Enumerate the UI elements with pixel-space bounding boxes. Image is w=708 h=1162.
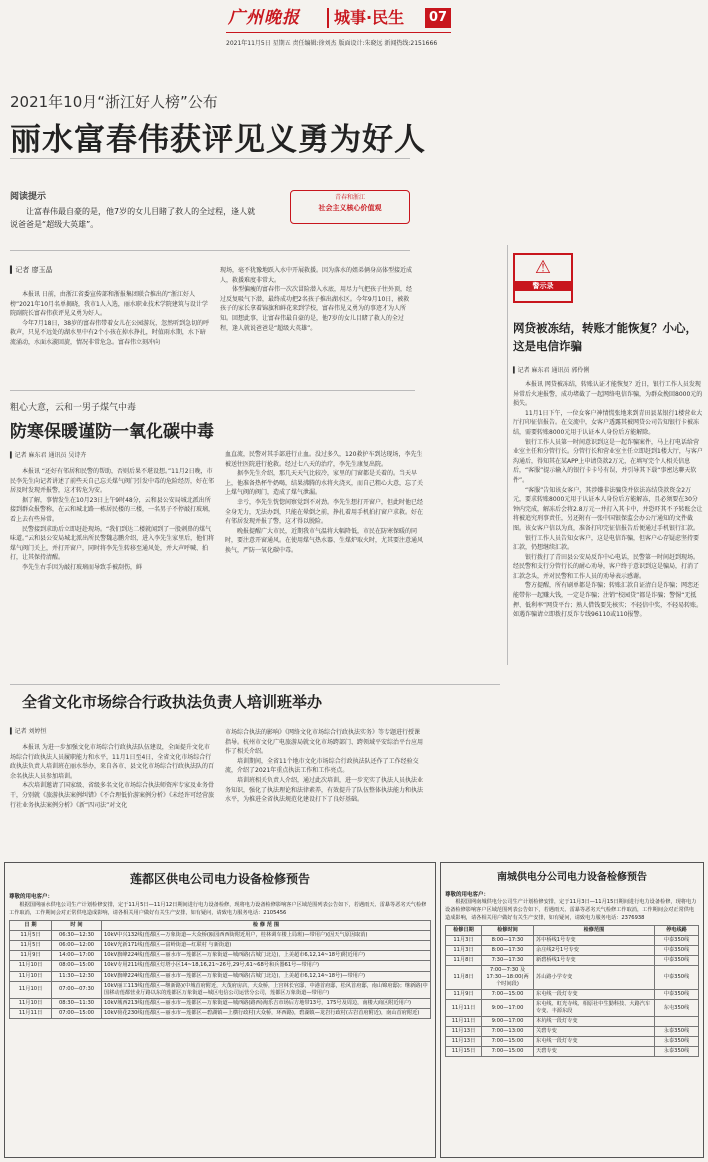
- notice-right: [440, 862, 704, 1158]
- table-cell: 9:00—17:00: [482, 1000, 534, 1017]
- table-cell: 06:00—12:00: [52, 941, 102, 951]
- lead-headline: 丽水富春伟获评见义勇为好人: [10, 122, 426, 158]
- warn-badge-text: 警示录: [515, 281, 571, 291]
- paragraph: 本报讯 日前，由浙江省委宣传部和浙报集团联合推出的“浙江好人榜”2021年10月名单揭晓，我市1人入选，丽水职业技术学院建筑与设计学院副院长富春伟获评见义勇为好人。: [10, 291, 208, 318]
- warn-badge: [513, 253, 573, 303]
- training-byline: ▍记者 刘婷恒: [10, 728, 47, 735]
- paragraph: 民警接到求助后立即赶赴现场。“我们到达二楼就闻到了一股刺鼻的煤气味道。”云和县公安局城北派出所民警魏志鹏介绍，进入李先生家里后，他们将煤气阀门关上，并打开窗户，同时将李先生转移至通风处，并大声呼喊、拍打，让其保持清醒。: [10, 525, 215, 562]
- co-byline-text: 记者 麻东君 通讯员 吴诗卉: [14, 452, 87, 459]
- table-cell: 08:00—15:00: [52, 961, 102, 971]
- page-number: 07: [425, 8, 451, 28]
- table-cell: 中泰350线: [655, 956, 699, 966]
- paragraph: 幸亏，李先生恍惚间察觉到不对劲。李先生想打开窗户，但此时他已经全身无力，无法办到，只能在晕倒之前，挣扎着用手机拍打窗户求救。好在有邻居发现并报了警，这才得以脱险。: [225, 498, 424, 526]
- table-cell: 中泰350线: [655, 946, 699, 956]
- table-cell: 11月8日: [446, 956, 482, 966]
- table-cell: 东屯线一段灯专变: [534, 990, 655, 1000]
- notice-left-intro: 根据国网丽水供电公司生产计划检修安排，定于11月5日—11月12日期间进行电力设备检修，现将电力设备检修影响客户区域范围列表公告如下，若遇雨天、雷暴等恶劣天气检修工作取消，工作期间会对正常供电造成影响，请各相关用户做好有关生产安排，如有疑问，请致电力服务电话：2105456: [9, 902, 427, 916]
- table-cell: 10kV旗峰224线(莲都区—丽水市—莲都区—万象街道—城西路(古城门北边)，上美超市6,12,14~18号)附近用户): [102, 951, 431, 961]
- co-col-2: [225, 450, 425, 556]
- table-cell: 07:00—15:00: [52, 1008, 102, 1018]
- table-row: [10, 1008, 431, 1018]
- table-row: [10, 941, 431, 951]
- table-header: 时 间: [52, 921, 102, 931]
- table-header: 检 修 范 围: [102, 921, 431, 931]
- table-row: [446, 1027, 699, 1037]
- table-cell: 14:00—17:00: [52, 951, 102, 961]
- table-row: [446, 1000, 699, 1017]
- table-cell: 9:00—17:00: [482, 1017, 534, 1027]
- paragraph: 警方提醒，所有刷单都是诈骗；转账汇款自证清白是诈骗；网恋还能带你一起赚大钱，一定是诈骗；注销“校园贷”都是诈骗；警惕“无抵押、低利率”网贷平台；熟人借钱要先核实；不轻信中奖，不轻易转账。如遇诈骗请立即拨打反诈专线96110或110报警。: [513, 582, 703, 619]
- table-cell: 11月5日: [10, 931, 52, 941]
- table-row: [446, 936, 699, 946]
- table-cell: 11月9日: [446, 990, 482, 1000]
- paragraph: 本报讯 “还好有邻居和民警的帮助，否则后果不堪设想。”11月2日晚，市民李先生向记者讲述了前些天自己忘关煤气阀门引发中毒的危险经历，好在邻居及时发现并报警，这才转危为安。: [10, 468, 215, 495]
- co-headline: 防寒保暖谨防一氧化碳中毒: [10, 422, 214, 442]
- table-cell: 10kV专用211线(莲都区灯塔小区14~18,16,21~26号,29号,61~68号和兵器61号—带用户): [102, 961, 431, 971]
- masthead: [0, 0, 708, 47]
- paragraph: 银行工作人员告知女客户，这是电信诈骗，但客户心存疑虑坚持要汇款，仍想继续汇款。: [513, 534, 700, 552]
- table-cell: 东屯350线: [655, 1000, 699, 1017]
- table-cell: 11月10日: [10, 981, 52, 998]
- table-row: [446, 956, 699, 966]
- notice-right-salute: 尊敬的用电客户：: [445, 891, 490, 898]
- notice-right-intro: 根据国网南城供电分公司生产计划检修安排，定于11月3日—11月15日期间进行电力设备检修，现将电力设备检修影响客户区域范围列表公告如下，若遇雨天、雷暴等恶劣天气检修工作取消，工作期间会对正常供电造成影响，请各相关用户做好有关生产安排，如有疑问，请致电力服务电话：2376938: [445, 899, 697, 921]
- table-row: [10, 961, 431, 971]
- table-cell: 本坑线一段灯专变: [534, 1017, 655, 1027]
- paragraph: 今年7月18日，38岁的富春伟带着女儿在公园游玩，忽然听到急切的呼救声，只见不远处的湖水里中有2个小孩在掉水挣扎，时值雨水期，水下暗流涌动，水面水漩回旋，情况非常危急。富春伟立刻冲向: [10, 319, 210, 346]
- table-cell: 11月15日: [446, 1047, 482, 1057]
- lead-byline: ▍记者 廖玉晶: [10, 266, 53, 274]
- paragraph: 银行工作人员第一时间意识到这是一起诈骗案件，马上打电话给营业室主任和分管行长。分管行长和营业室主任立即赶到1楼大厅，与客户沟通后，得知其在某APP上申请贷款2万元，在填写完个人相关信息后，“客服”提示输入的银行卡卡号有误，并引导其下载“事密达聊天软件”。: [513, 438, 703, 484]
- table-cell: 永泰350线: [655, 1027, 699, 1037]
- paragraph: 培训期间，全省11个地市文化市场综合行政执法队还作了工作经验交流，介绍了2021年重点执法工作和工作亮点。: [225, 757, 419, 775]
- table-cell: 7:00—15:00: [482, 1037, 534, 1047]
- lead-col-1: [10, 290, 210, 348]
- section-name: 城事·民生: [334, 8, 405, 27]
- table-cell: 新碧桥线1号专变: [534, 956, 655, 966]
- warning-icon: ⚠: [534, 257, 552, 278]
- paragraph: 晚报提醒广大市民，近期我市气温将大幅降低，市民在防寒保暖的同时，要注意开窗通风。在使用煤气热水器、生煤炉取火时，尤其要注意通风换气，严防一氧化碳中毒。: [225, 527, 424, 554]
- training-byline-text: 记者 刘婷恒: [14, 728, 47, 735]
- table-cell: 中泰350线: [655, 966, 699, 990]
- table-header: 检修时间: [482, 926, 534, 936]
- table-cell: 11月13日: [446, 1037, 482, 1047]
- table-cell: 11月11日: [446, 1017, 482, 1027]
- training-col-1: [10, 743, 215, 810]
- paragraph: 现场，毫不犹豫地跃入水中开展救援。因为落水的姐弟俩身高体型接近成人，救援难度非常大。: [220, 267, 413, 284]
- table-cell: 11月5日: [10, 941, 52, 951]
- table-cell: 10kV荷花230线(莲都区—丽水市—莲都区—碧湖镇—上横行政村(大众桥，环西路)，碧湖镇—龙岩行政村(古岩首府附近)，南山首府附近): [102, 1008, 431, 1018]
- table-row: [446, 946, 699, 956]
- paragraph: 本次培训邀请了国家级、省级多名文化市场综合执法师资库专家及业务骨干，分别就《旅游执法案例纠错》《不合理低价游案例分析》《未经许可经营旅行社业务执法案例分析》《新“四司法”对文化: [10, 782, 215, 809]
- table-row: [446, 966, 699, 990]
- table-cell: 11月9日: [10, 951, 52, 961]
- table-cell: 东屯线一段灯专变: [534, 1037, 655, 1047]
- table-cell: [655, 1017, 699, 1027]
- dateline: 2021年11月5日 星期五 责任编辑:徐刘杰 版面设计:朱晓远 新闻热线:2151666: [226, 40, 438, 47]
- table-cell: 永泰350线: [655, 1037, 699, 1047]
- table-header: 检修范围: [534, 926, 655, 936]
- table-row: [446, 1017, 699, 1027]
- table-cell: 关碧专变: [534, 1027, 655, 1037]
- co-kicker: 粗心大意，云和一男子煤气中毒: [10, 403, 137, 413]
- notice-left-title: 莲都区供电公司电力设备检修预告: [129, 872, 310, 886]
- logo-line-2: 社会主义核心价值观: [318, 203, 382, 212]
- warn-byline: ▍记者 麻东君 通讯员 郭伶俐: [513, 367, 590, 374]
- table-cell: 06:30—12:30: [52, 931, 102, 941]
- paragraph: “客服”告知该女客户，其涉嫌非法骗贷并依法冻结贷款资金2万元，要求转账8000元用于认证本人身份后方能解冻，且必须要在30分钟内完成，解冻后会将2.8万元一并打入其卡中，并恐吓其不予转账会让将被追究刑事责任，另还附有一张中国银保监会办公厅通知的文件截图。该女客户信以为真，准备打印完征信报告后便通过手机银行汇款。: [513, 486, 703, 532]
- co-byline: ▍记者 麻东君 通讯员 吴诗卉: [10, 452, 87, 459]
- table-cell: 08:30—11:30: [52, 998, 102, 1008]
- table-cell: 10kV中兴132线(莲都区—万象街道—大众桥(瓯园西西街附近用户，桂林调车楼上局班)—带用户)(因天气原因取消): [102, 931, 431, 941]
- logo-line-1: 青春和浙江: [334, 194, 365, 201]
- table-cell: 11:30—12:30: [52, 971, 102, 981]
- table-cell: 8:00—17:30: [482, 936, 534, 946]
- table-cell: 永泰350线: [655, 1047, 699, 1057]
- table-cell: 07:00—07:30: [52, 981, 102, 998]
- training-col-2: [225, 728, 425, 805]
- table-cell: 10kV光新171线(莲都区—富岭街道—红联村 与新街道): [102, 941, 431, 951]
- table-cell: 11月11日: [446, 1000, 482, 1017]
- table-cell: 10kV城西213线(莲都区—丽水市—莲都区—万象街道—城西路(路西)淘乐吉市场后方地带13号，175号及周边，南楼大商区附近用户): [102, 998, 431, 1008]
- paragraph: 本报讯 网贷被冻结，转账认证才能恢复？近日，银行工作人员发现异常后火速报警，成功堵截了一起网络电信诈骗，为群众挽回8000元的损失。: [513, 381, 703, 408]
- lead-kicker: 2021年10月“浙江好人榜”公布: [10, 93, 218, 111]
- warn-headline: 网贷被冻结，转账才能恢复？小心，这是电信诈骗: [513, 321, 697, 353]
- notice-right-title: 南城供电分公司电力设备检修预告: [497, 872, 647, 883]
- lead-byline-text: 记者 廖玉晶: [15, 266, 53, 274]
- paragraph: 11月1日下午，一位女客户神情慌张地来到青田县某银行1楼营业大厅打印征信报告。在交流中，女客户透露其被网贷公司告知银行卡被冻结，需要转账8000元用于认证本人身份后方能解除。: [513, 409, 703, 436]
- notice-left: [4, 862, 436, 1158]
- values-logo: [290, 190, 410, 224]
- table-cell: 余庄线2号1号专变: [534, 946, 655, 956]
- table-cell: 苏山路小学专变: [534, 966, 655, 990]
- table-cell: 11月10日: [10, 961, 52, 971]
- table-row: [446, 1037, 699, 1047]
- table-cell: 11月10日: [10, 998, 52, 1008]
- table-row: [10, 981, 431, 998]
- paragraph: 李先生右手因为敲打玻璃而导致手被刮伤，鲜: [22, 563, 143, 571]
- table-cell: 中泰350线: [655, 990, 699, 1000]
- table-row: [10, 998, 431, 1008]
- co-col-1: [10, 467, 215, 573]
- table-row: [446, 1047, 699, 1057]
- table-row: [10, 971, 431, 981]
- notice-left-salute: 尊敬的用电客户：: [9, 894, 54, 901]
- table-cell: 11月10日: [10, 971, 52, 981]
- table-cell: 7:00—15:00: [482, 1047, 534, 1057]
- paragraph: 据了解，事情发生在10月23日上午9时48分，云和县公安局城北派出所接到群众报警称，在云和城北路一栋居民楼的三楼，一名男子不停敲打玻璃，看上去有些异常。: [10, 496, 215, 523]
- table-cell: 10kV旗峰224线(莲都区—丽水市—莲都区—万象街道—城西路(古城门北边)，上美超市6,12,14~18号)—带用户): [102, 971, 431, 981]
- table-cell: 11月11日: [10, 1008, 52, 1018]
- table-row: [10, 931, 431, 941]
- table-cell: 11月13日: [446, 1027, 482, 1037]
- paragraph: 据李先生介绍，那几天天气比较冷，家里的门窗都是关着的。当天早上，他准备热杯牛奶喝，结果沸腾的水将火浇灭，而自己粗心大意，忘了关上煤气阀的阀门，造成了煤气泄漏。: [225, 470, 424, 497]
- table-cell: 7:00—15:00: [482, 990, 534, 1000]
- table-row: [10, 951, 431, 961]
- digest-title: 阅读提示: [10, 192, 47, 202]
- paragraph: 体型偏瘦的富春伟一次次冒险潜入水底，用尽力气把孩子往外顶，经过反复吸气下潜，最终成功把2名孩子推出湖水区。今年9月10日，被救孩子的家长拿着锦旗和鲜花来到学校，富春伟见义勇为的事迹才为人所知。回想此事，让富春伟最自豪的是，他7岁的女儿目睹了救人的全过程，逢人就说爸爸是“超级大英雄”。: [220, 286, 413, 332]
- notice-left-table: [9, 920, 431, 1018]
- table-cell: 10kV丽工113线(莲都区—继新路)(中城首府附近，大茂府房店，大众桥，上宫林长官邸，中港首府邸，松风首府邸，南山锦府邸)；继新路(中国移动莲都营业厅路以东的莲都区万象街道—城区电信公司运营分公司，莲都区万象街道—带用户): [102, 981, 431, 998]
- paragraph: 培训班相关负责人介绍，通过此次培训，进一步充实了执法人员执法业务知识，强化了执法理论和法律素养，有效提升了队伍整体执法能力和执法水平，为推进全省执法规范化建设打下了良好基础。: [225, 776, 424, 804]
- table-cell: 东屯线、虹光寺线、相原社中生勤科技、大路汽车专变、丰源东段: [534, 1000, 655, 1017]
- table-cell: 11月3日: [446, 936, 482, 946]
- table-cell: 7:00—7:30 及 17:30—18:00(两个时间段): [482, 966, 534, 990]
- table-header: 停电线路: [655, 926, 699, 936]
- warn-body: [513, 380, 703, 620]
- table-cell: 天碧专变: [534, 1047, 655, 1057]
- training-headline: 全省文化市场综合行政执法负责人培训班举办: [22, 693, 323, 711]
- notice-right-table: [445, 925, 699, 1057]
- warn-byline-text: 记者 麻东君 通讯员 郭伶俐: [517, 367, 590, 374]
- paragraph: 本报讯 为进一步加强文化市场综合行政执法队伍建设，全面提升文化市场综合行政执法人员履职能力和水平，11月1日至4日，全省文化市场综合行政执法负责人培训班在丽水举办，来自各市、县文化市场综合行政执法队的百余名执法人员参加培训。: [10, 744, 215, 780]
- paragraph: 血直流，民警对其手部进行止血。没过多久，120救护车到达现场，李先生被送往医院进行抢救。经过七八天的治疗，李先生康复出院。: [225, 451, 423, 468]
- table-header: 日 期: [10, 921, 52, 931]
- table-cell: 8:00—17:30: [482, 946, 534, 956]
- table-cell: 中泰350线: [655, 936, 699, 946]
- lead-col-2: [220, 266, 415, 333]
- paragraph: 银行拨打了青田县公安局反诈中心电话，民警第一时间赶到现场。经民警和支行分管行长的耐心劝导，客户终于意识到这是骗局，打消了汇款念头，并对民警和工作人员的劝导表示感谢。: [513, 553, 700, 580]
- table-row: [446, 990, 699, 1000]
- table-cell: 11月3日: [446, 946, 482, 956]
- table-cell: 7:00—13:00: [482, 1027, 534, 1037]
- table-cell: 11月8日: [446, 966, 482, 990]
- table-cell: 苏中桥线1号专变: [534, 936, 655, 946]
- digest-text: 让富春伟最自豪的是，他7岁的女儿目睹了救人的全过程，逢人就说爸爸是“超级大英雄”。: [10, 207, 256, 229]
- paragraph: 市场综合执法的影响》《网络文化市场综合行政执法实务》等专题进行授课指导。杭州市文化广电旅游局就文化市场跨部门、跨领域平安综治平台应用作了相关介绍。: [225, 729, 424, 756]
- table-cell: 7:30—17:30: [482, 956, 534, 966]
- table-header: 检修日期: [446, 926, 482, 936]
- paper-name: 广州晚报: [228, 8, 300, 28]
